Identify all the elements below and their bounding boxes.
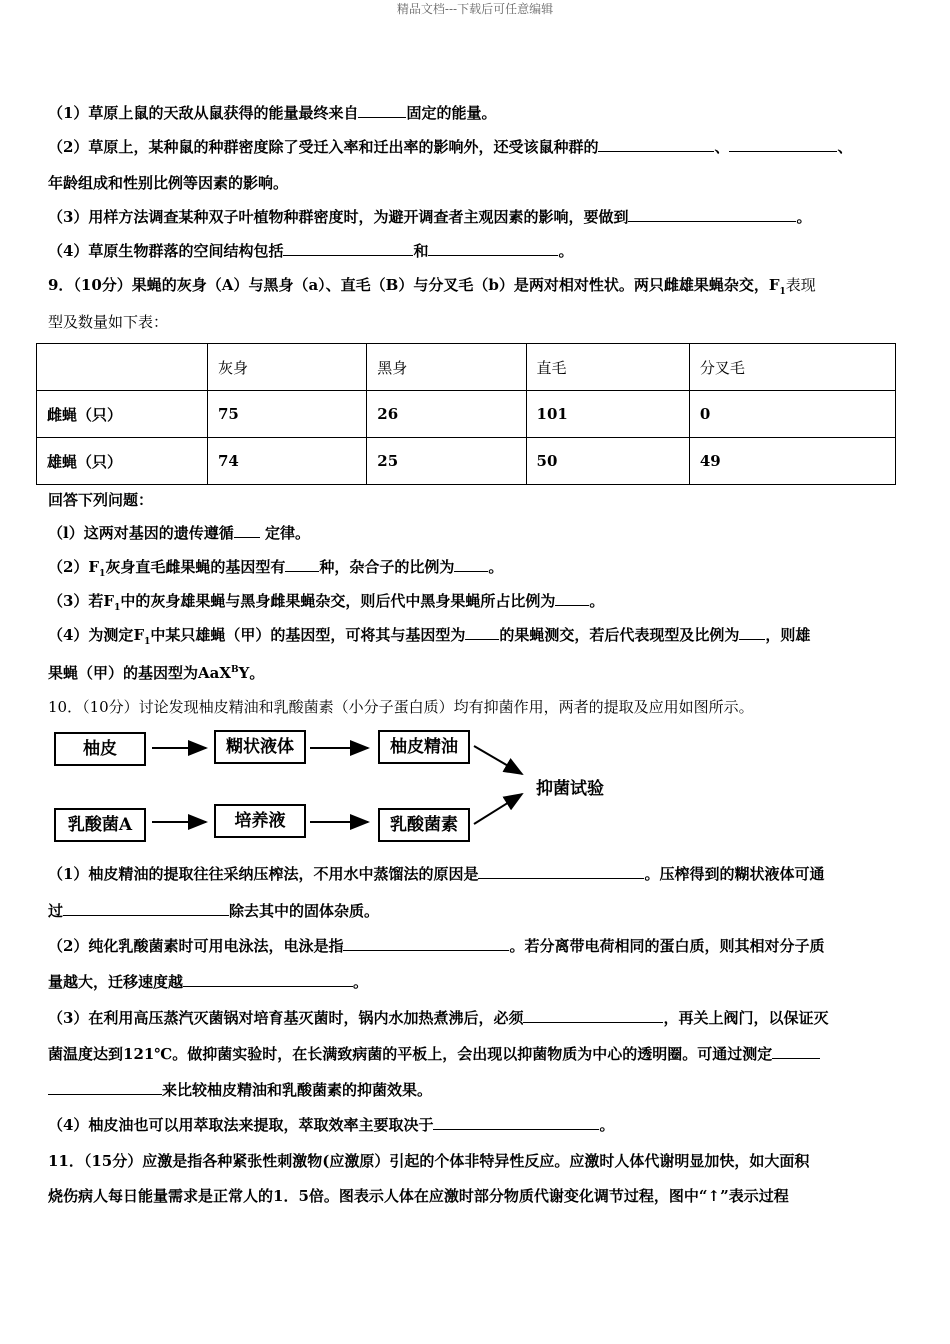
q10-line-5 [48,1008,828,1028]
q9-ask: 回答下列问题： [48,491,154,509]
q10-text: （2）纯化乳酸菌素时可用电泳法，电泳是指 [48,937,344,955]
q10-line-1 [48,864,824,884]
table-cell: 50 [526,438,689,485]
table-row [37,438,896,485]
answer-blank[interactable] [433,1115,599,1130]
q10-text: 除去其中的固体杂质。 [229,902,380,920]
answer-blank[interactable] [283,241,413,256]
arrow [474,746,522,774]
q9-text: （l）这两对基因的遗传遵循 [48,524,234,542]
q10-line-6 [48,1044,820,1064]
q10-text: 。若分离带电荷相同的蛋白质，则其相对分子质 [509,937,825,955]
table-header-cell: 黑身 [367,344,526,391]
table-cell: 26 [367,391,526,438]
arrow [474,794,522,824]
box-paste-liquid: 糊状液体 [214,730,306,764]
fruit-fly-table [36,343,896,485]
answer-blank[interactable] [454,557,488,572]
q10-text: （3）在利用高压蒸汽灭菌锅对培育基灭菌时，锅内水加热煮沸后，必须 [48,1009,524,1027]
table-cell: 25 [367,438,526,485]
subscript: 1 [114,603,121,613]
q10-line-8 [48,1115,614,1135]
table-header-row [37,344,896,391]
superscript: B [231,665,239,675]
q9-text: Y。 [238,664,265,682]
answer-blank[interactable] [628,207,796,222]
answer-blank[interactable] [478,864,644,879]
q9-text: 果蝇（甲）的基因型为AaX [48,664,231,682]
q10-text: 。压榨得到的糊状液体可通 [644,865,825,883]
box-lactobacillus: 乳酸菌A [54,808,146,842]
answer-blank[interactable] [598,137,714,152]
table-cell: 雌蝇（只） [37,391,208,438]
q9-text: 种，杂合子的比例为 [319,558,455,576]
q10-line-7 [48,1080,432,1100]
q9-text: 定律。 [264,524,310,542]
q9-sub-3 [48,591,604,618]
q10-text: 。 [353,973,369,991]
q10-line-2 [48,901,379,921]
q9-text: （4）为测定F [48,626,145,644]
q9-sub-2 [48,557,503,584]
answer-blank[interactable] [465,625,499,640]
q10-text: 量越大，迁移速度越 [48,973,184,991]
table-cell: 0 [689,391,895,438]
q9-sub-5 [48,660,264,683]
q8-line-5 [48,241,573,261]
table-cell: 75 [208,391,367,438]
box-culture-medium: 培养液 [214,804,306,838]
answer-blank[interactable] [63,901,229,916]
q9-text: （3）若F [48,592,115,610]
subscript: 1 [779,287,786,297]
q9-sub-4 [48,625,810,652]
subscript: 1 [99,569,106,579]
q8-line-4 [48,207,811,227]
q10-line-3 [48,936,824,956]
answer-blank[interactable] [729,137,837,152]
table-header-cell: 灰身 [208,344,367,391]
q10-text: 。 [599,1116,615,1134]
q8-line-2 [48,137,852,157]
q8-text: 。 [796,208,812,226]
q9-text: ，则雄 [765,626,811,644]
q9-text: 中的灰身雄果蝇与黑身雌果蝇杂交，则后代中黑身果蝇所占比例为 [120,592,556,610]
q8-text: 和 [413,242,429,260]
q8-text: 、 [714,138,730,156]
box-pomelo-oil: 柚皮精油 [378,730,470,764]
q8-text: （4）草原生物群落的空间结构包括 [48,242,284,260]
q11-line-1: 11．（15分）应激是指各种紧张性刺激物(应激原）引起的个体非特异性反应。应激时人体代谢明显加快，如大面积 [48,1152,810,1170]
q9-text: 灰身直毛雌果蝇的基因型有 [105,558,286,576]
answer-blank[interactable] [523,1008,663,1023]
q9-text: 中某只雄蝇（甲）的基因型，可将其与基因型为 [150,626,466,644]
answer-blank[interactable] [234,523,260,538]
answer-blank[interactable] [772,1044,820,1059]
q10-text: 过 [48,902,64,920]
q9-line-2: 型及数量如下表： [48,313,169,331]
q8-line-1 [48,103,496,123]
page-header: 精品文档---下载后可任意编辑 [396,2,554,16]
table-cell: 101 [526,391,689,438]
q11-line-2: 烧伤病人每日能量需求是正常人的1．5倍。图表示人体在应激时部分物质代谢变化调节过程，图中“↑”表示过程 [48,1187,789,1205]
answer-blank[interactable] [358,103,406,118]
antibacterial-test-label: 抑菌试验 [536,779,604,799]
answer-blank[interactable] [285,557,319,572]
answer-blank[interactable] [739,625,765,640]
q10-text: 菌温度达到121℃。做抑菌实验时，在长满致病菌的平板上，会出现以抑菌物质为中心的透明圈。可通过测定 [48,1045,773,1063]
q8-text: 固定的能量。 [406,104,497,122]
extraction-flow-diagram [50,728,630,844]
q9-text: 9．（10分）果蝇的灰身（A）与黑身（a）、直毛（B）与分叉毛（b）是两对相对性状。两只雌雄果蝇杂交，F [48,276,780,294]
subscript: 1 [144,637,151,647]
table-cell: 74 [208,438,367,485]
q8-text: （1）草原上鼠的天敌从鼠获得的能量最终来自 [48,104,359,122]
q9-text: 。 [589,592,605,610]
q9-sub-1 [48,523,310,543]
q9-text: 的果蝇测交，若后代表现型及比例为 [499,626,740,644]
table-header-cell: 直毛 [526,344,689,391]
q9-text: 表现 [785,276,816,294]
answer-blank[interactable] [48,1080,162,1095]
q9-text: 。 [488,558,504,576]
q8-text: 、 [837,138,853,156]
q10-line-4 [48,972,368,992]
q10-text: 来比较柚皮精油和乳酸菌素的抑菌效果。 [162,1081,433,1099]
box-pomelo-peel: 柚皮 [54,732,146,766]
table-header-cell: 分叉毛 [689,344,895,391]
table-row [37,391,896,438]
table-header-cell [37,344,208,391]
answer-blank[interactable] [183,972,353,987]
table-cell: 雄蝇（只） [37,438,208,485]
q9-line-1 [48,275,816,302]
q10-intro: 10．（10分）讨论发现柚皮精油和乳酸菌素（小分子蛋白质）均有抑菌作用，两者的提取及应用如图所示。 [48,698,754,716]
q10-text: （4）柚皮油也可以用萃取法来提取，萃取效率主要取决于 [48,1116,434,1134]
box-nisin: 乳酸菌素 [378,808,470,842]
q8-line-3: 年龄组成和性别比例等因素的影响。 [48,174,289,192]
q10-text: （1）柚皮精油的提取往往采纳压榨法，不用水中蒸馏法的原因是 [48,865,479,883]
answer-blank[interactable] [428,241,558,256]
q8-text: （3）用样方法调查某种双子叶植物种群密度时，为避开调查者主观因素的影响，要做到 [48,208,629,226]
answer-blank[interactable] [555,591,589,606]
q10-text: ，再关上阀门，以保证灭 [663,1009,829,1027]
q9-text: （2）F [48,558,100,576]
answer-blank[interactable] [343,936,509,951]
q8-text: 。 [558,242,574,260]
table-cell: 49 [689,438,895,485]
q8-text: （2）草原上，某种鼠的种群密度除了受迁入率和迁出率的影响外，还受该鼠种群的 [48,138,599,156]
